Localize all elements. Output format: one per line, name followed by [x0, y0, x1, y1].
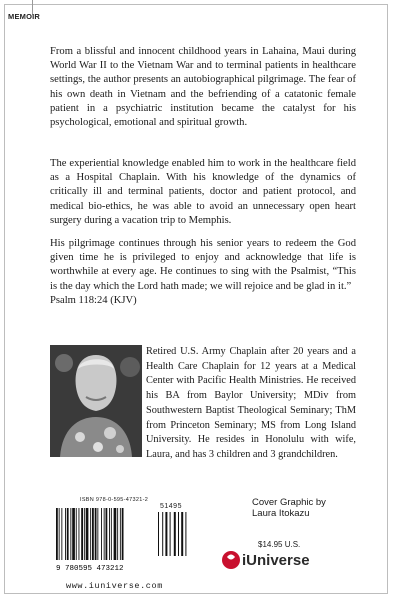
cover-credit-line-2: Laura Itokazu [252, 508, 310, 519]
cover-credit-line-1: Cover Graphic by [252, 497, 326, 508]
cover-credit [252, 497, 326, 519]
price: $14.95 U.S. [258, 540, 301, 549]
blurb-paragraph-1: From a blissful and innocent childhood years in Lahaina, Maui during World War II to the Vietnam War and to terminal patients in healthcare settings, the author presents an autobiographical pilgrimage. The fear of his own death in Vietnam and the befriending of a catatonic female patient in a psychiatric institution became the catalyst for his psychological, emotional and spiritual growth. [50, 46, 356, 129]
barcode-digits: 9 780595 473212 [56, 565, 124, 573]
blurb-paragraph-3-text: His pilgrimage continues through his senior years to redeem the God given time he is privileged to enjoy and acknowledge that life is worthwhile at every age. He continues to sing with the Psalmist, “This is the day which the Lord hath made; we will rejoice and be glad in it.” [50, 238, 356, 292]
blurb-paragraph-3 [50, 237, 356, 308]
scripture-citation: Psalm 118:24 (KJV) [50, 294, 137, 306]
blurb-paragraph-2: The experiential knowledge enabled him to work in the healthcare field as a Hospital Chaplain. With his knowledge of the dynamics of critically ill and terminal patients, doctor and patient protocol, and medical bio-ethics, he was able to avoid an unnecessary open heart surgery during a vacation trip to Memphis. [50, 158, 356, 226]
isbn-label: ISBN 978-0-595-47321-2 [80, 497, 149, 503]
author-bio-text: Retired U.S. Army Chaplain after 20 years and a Health Care Chaplain for 12 years at a Medical Center with Pacific Health Ministries. He received his BA from Baylor University; MDiv from Southwestern Baptist Theological Seminary; ThM from Princeton Seminary; MS from Long Island University. He resides in Honolulu with wife, Laura, and has 3 children and 3 grandchildren. [146, 346, 356, 460]
publisher-logo-text: iUniverse [242, 552, 310, 569]
publisher-website: www.iuniverse.com [66, 581, 163, 591]
author-bio [50, 345, 356, 463]
genre-label: MEMOIR [8, 12, 41, 21]
barcode-price-code: 51495 [160, 503, 182, 510]
